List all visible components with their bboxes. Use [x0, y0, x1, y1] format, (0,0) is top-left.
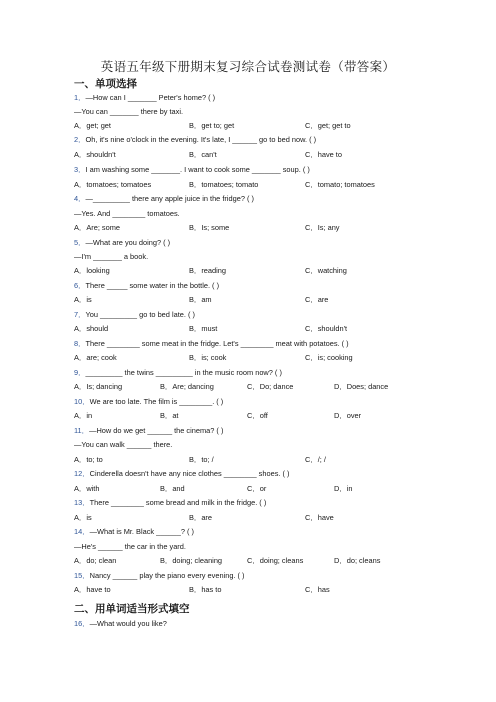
question-2-options [74, 150, 434, 160]
option-b[interactable]: B．am [189, 295, 212, 304]
option-a[interactable]: A．looking [74, 266, 110, 275]
option-c[interactable]: C．/; / [305, 455, 326, 464]
question-14-line-2: —He's ______ the car in the yard. [74, 542, 186, 551]
question-13-options [74, 513, 434, 523]
option-a[interactable]: A．shouldn't [74, 150, 116, 159]
question-8: 8．There ________ some meat in the fridge. Let's ________ meat with potatoes. ( ) [74, 339, 349, 348]
option-c[interactable]: C．doing; cleans [247, 556, 304, 565]
question-12-options [74, 484, 434, 494]
question-14-options [74, 556, 434, 566]
option-d[interactable]: D．Does; dance [334, 382, 389, 391]
question-7-options [74, 324, 434, 334]
option-b[interactable]: B．Is; some [189, 223, 230, 232]
option-a[interactable]: A．is [74, 513, 92, 522]
option-a[interactable]: A．in [74, 411, 93, 420]
option-a[interactable]: A．to; to [74, 455, 103, 464]
option-c[interactable]: C．has [305, 585, 330, 594]
option-c[interactable]: C．have to [305, 150, 342, 159]
question-5-line-2: —I'm _______ a book. [74, 252, 149, 261]
option-a[interactable]: A．are; cook [74, 353, 117, 362]
option-a[interactable]: A．Are; some [74, 223, 121, 232]
option-d[interactable]: D．do; cleans [334, 556, 381, 565]
option-a[interactable]: A．should [74, 324, 109, 333]
exam-title: 英语五年级下册期末复习综合试卷测试卷（带答案） [100, 59, 396, 74]
question-5: 5．—What are you doing? ( ) [74, 238, 171, 247]
section-heading-1: 一、单项选择 [74, 78, 137, 90]
option-b[interactable]: B．doing; cleaning [160, 556, 223, 565]
option-b[interactable]: B．at [160, 411, 179, 420]
option-c[interactable]: C．is; cooking [305, 353, 353, 362]
question-7: 7．You _________ go to bed late. ( ) [74, 310, 195, 319]
question-4: 4．—_________ there any apple juice in the fridge? ( ) [74, 194, 254, 203]
question-10-options [74, 411, 434, 421]
question-1: 1．—How can I _______ Peter's home? ( ) [74, 93, 216, 102]
question-11: 11．—How do we get ______ the cinema? ( ) [74, 426, 224, 435]
question-12: 12．Cinderella doesn't have any nice clothes ________ shoes. ( ) [74, 469, 290, 478]
option-b[interactable]: B．tomatoes; tomato [189, 180, 259, 189]
question-1-line-2: —You can _______ there by taxi. [74, 107, 184, 116]
question-5-options [74, 266, 434, 276]
option-b[interactable]: B．and [160, 484, 185, 493]
option-b[interactable]: B．to; / [189, 455, 214, 464]
question-13: 13．There ________ some bread and milk in the fridge. ( ) [74, 498, 267, 507]
option-b[interactable]: B．Are; dancing [160, 382, 214, 391]
question-8-options [74, 353, 434, 363]
option-a[interactable]: A．get; get [74, 121, 111, 130]
option-a[interactable]: A．tomatoes; tomatoes [74, 180, 152, 189]
option-b[interactable]: B．must [189, 324, 218, 333]
option-d[interactable]: D．in [334, 484, 353, 493]
question-1-options [74, 121, 434, 131]
option-a[interactable]: A．with [74, 484, 100, 493]
question-4-options [74, 223, 434, 233]
question-11-options [74, 455, 434, 465]
question-9-options [74, 382, 434, 392]
question-16: 16．—What would you like? [74, 619, 167, 628]
question-15-options [74, 585, 434, 595]
option-c[interactable]: C．Do; dance [247, 382, 294, 391]
option-c[interactable]: C．Is; any [305, 223, 340, 232]
section-heading-2: 二、用单词适当形式填空 [74, 603, 190, 615]
question-4-line-2: —Yes. And ________ tomatoes. [74, 209, 180, 218]
question-3-options [74, 180, 434, 190]
option-b[interactable]: B．are [189, 513, 213, 522]
question-15: 15．Nancy ______ play the piano every evening. ( ) [74, 571, 245, 580]
option-c[interactable]: C．have [305, 513, 334, 522]
option-b[interactable]: B．reading [189, 266, 226, 275]
option-c[interactable]: C．tomato; tomatoes [305, 180, 375, 189]
option-b[interactable]: B．has to [189, 585, 222, 594]
option-c[interactable]: C．or [247, 484, 267, 493]
question-10: 10．We are too late. The film is ________. ( ) [74, 397, 224, 406]
option-c[interactable]: C．are [305, 295, 329, 304]
option-b[interactable]: B．get to; get [189, 121, 235, 130]
question-6: 6．There _____ some water in the bottle. ( ) [74, 281, 220, 290]
option-c[interactable]: C．shouldn't [305, 324, 348, 333]
question-11-line-2: —You can walk ______ there. [74, 440, 173, 449]
question-3: 3．I am washing some _______. I want to cook some _______ soup. ( ) [74, 165, 310, 174]
question-2: 2．Oh, it's nine o'clock in the evening. It's late, I ______ go to bed now. ( ) [74, 135, 317, 144]
option-c[interactable]: C．off [247, 411, 268, 420]
question-14: 14．—What is Mr. Black ______? ( ) [74, 527, 194, 536]
option-a[interactable]: A．Is; dancing [74, 382, 123, 391]
question-6-options [74, 295, 434, 305]
option-b[interactable]: B．is; cook [189, 353, 227, 362]
question-9: 9．_________ the twins _________ in the music room now? ( ) [74, 368, 282, 377]
option-d[interactable]: D．over [334, 411, 362, 420]
option-c[interactable]: C．watching [305, 266, 347, 275]
option-a[interactable]: A．do; clean [74, 556, 117, 565]
option-b[interactable]: B．can't [189, 150, 217, 159]
option-c[interactable]: C．get; get to [305, 121, 351, 130]
option-a[interactable]: A．have to [74, 585, 111, 594]
option-a[interactable]: A．is [74, 295, 92, 304]
